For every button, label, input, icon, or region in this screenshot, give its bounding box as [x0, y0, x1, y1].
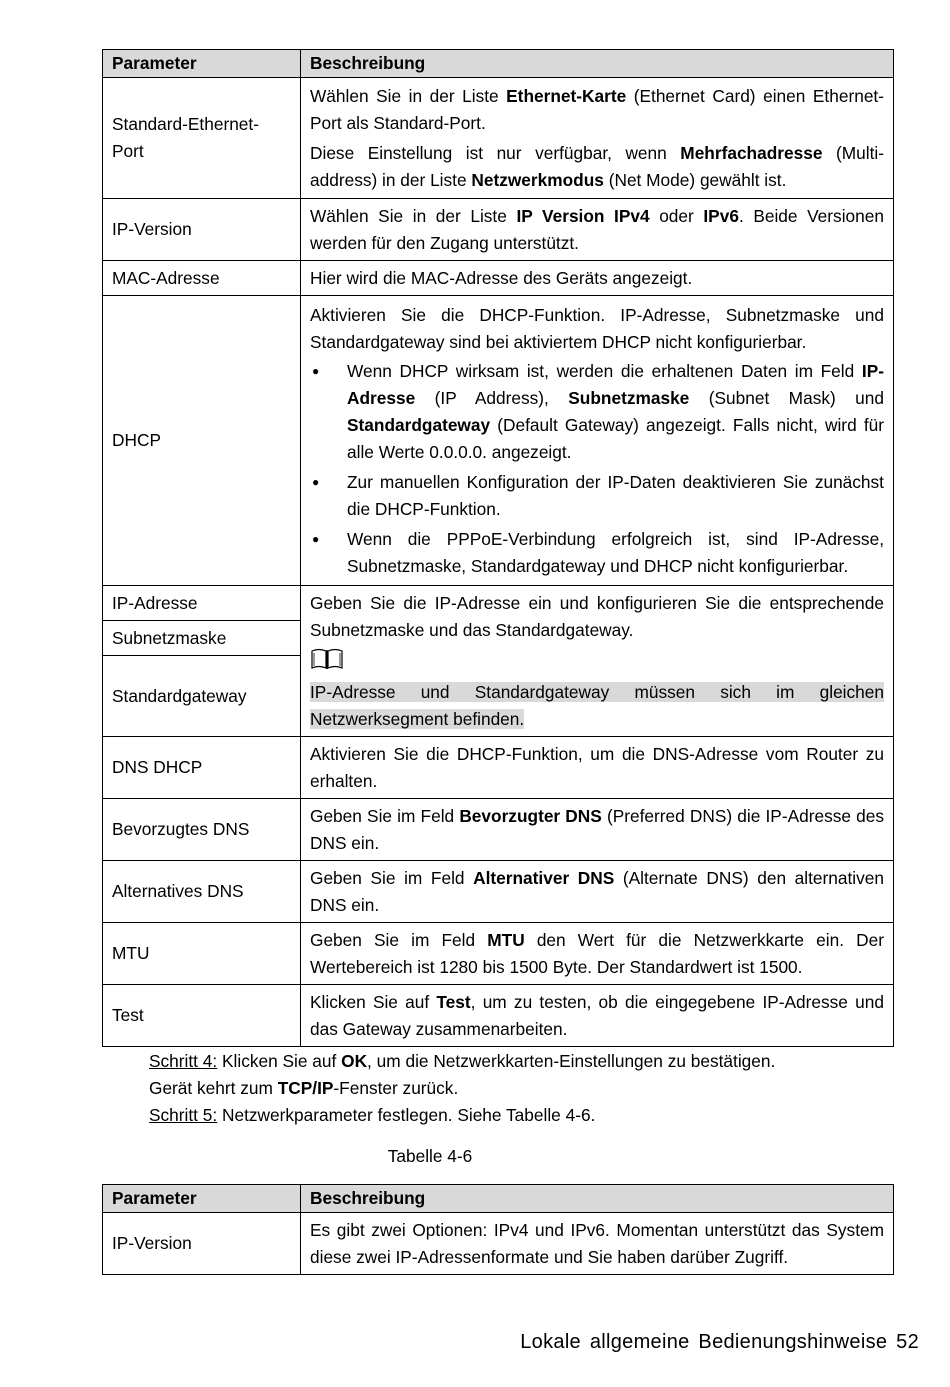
param-cell: Bevorzugtes DNS [103, 799, 301, 861]
param-cell: MTU [103, 923, 301, 985]
param-cell: Test [103, 985, 301, 1047]
network-parameter-table [102, 1184, 894, 1275]
table-row [103, 923, 894, 985]
desc-cell: Hier wird die MAC-Adresse des Geräts angezeigt. [301, 261, 894, 296]
column-header-description: Beschreibung [301, 50, 894, 78]
desc-cell: Wählen Sie in der Liste Ethernet-Karte (Ethernet Card) einen Ethernet-Port als Standard-Port. Diese Einstellung ist nur verfügbar, wenn Mehrfachadresse (Multi-address) in der Liste Netzwerkmodus (Net Mode) gewählt ist. [301, 78, 894, 199]
column-header-description: Beschreibung [301, 1185, 894, 1213]
desc-cell: Geben Sie die IP-Adresse ein und konfigurieren Sie die entsprechende Subnetzmaske und das Standardgateway. IP-Adresse und Standardgateway müssen sich im gleichen Netzwerksegment befinden. [301, 586, 894, 737]
list-item: ● Wenn die PPPoE-Verbindung erfolgreich ist, sind IP-Adresse, Subnetzmaske, Standardgateway und DHCP nicht konfigurierbar. [312, 529, 884, 576]
param-cell: IP-Adresse [103, 586, 301, 621]
param-cell: Subnetzmaske [103, 621, 301, 656]
table-row [103, 985, 894, 1047]
param-cell: IP-Version [103, 1213, 301, 1275]
param-cell: DNS DHCP [103, 737, 301, 799]
table-row [103, 737, 894, 799]
param-cell: DHCP [103, 296, 301, 586]
param-cell: Alternatives DNS [103, 861, 301, 923]
table-row [103, 799, 894, 861]
step-4: Schritt 4: Klicken Sie auf OK, um die Netzwerkkarten-Einstellungen zu bestätigen. [149, 1051, 776, 1071]
note-text: IP-Adresse und Standardgateway müssen sich im gleichen Netzwerksegment befinden. [310, 682, 884, 729]
bullet-list [310, 358, 884, 580]
table-row [103, 199, 894, 261]
desc-cell: Wählen Sie in der Liste IP Version IPv4 oder IPv6. Beide Versionen werden für den Zugang unterstützt. [301, 199, 894, 261]
param-cell: Standard-Ethernet-Port [103, 78, 301, 199]
desc-cell: Klicken Sie auf Test, um zu testen, ob die eingegebene IP-Adresse und das Gateway zusammenarbeiten. [301, 985, 894, 1047]
procedure-steps [149, 1048, 889, 1129]
column-header-parameter: Parameter [103, 1185, 301, 1213]
param-cell: Standardgateway [103, 656, 301, 737]
parameter-table [102, 49, 894, 1047]
table-header-row [103, 50, 894, 78]
param-cell: IP-Version [103, 199, 301, 261]
desc-cell: Aktivieren Sie die DHCP-Funktion. IP-Adresse, Subnetzmaske und Standardgateway sind bei aktiviertem DHCP nicht konfigurierbar. ● Wenn DHCP wirksam ist, werden die erhaltenen Daten im Feld IP-Adresse (IP Address), Subnetzmaske (Subnet Mask) und Standardgateway (Default Gateway) angezeigt. Falls nicht, wird für alle Werte 0.0.0.0. angezeigt. ● Zur manuellen Konfiguration der IP-Daten deaktivieren Sie zunächst die DHCP-Funktion. ● Wenn die PPPoE-Verbindung erfolgreich ist, sind IP-Adresse, Subnetzmaske, Standardgateway und DHCP nicht konfigurierbar. [301, 296, 894, 586]
table-caption: Tabelle 4-6 [387, 1146, 473, 1166]
table-row [103, 78, 894, 199]
desc-cell: Aktivieren Sie die DHCP-Funktion, um die DNS-Adresse vom Router zu erhalten. [301, 737, 894, 799]
note-book-icon [310, 644, 884, 679]
param-cell: MAC-Adresse [103, 261, 301, 296]
step-4-result: Gerät kehrt zum TCP/IP-Fenster zurück. [149, 1078, 459, 1098]
column-header-parameter: Parameter [103, 50, 301, 78]
table-row [103, 1213, 894, 1275]
table-row [103, 261, 894, 296]
step-5: Schritt 5: Netzwerkparameter festlegen. Siehe Tabelle 4-6. [149, 1105, 596, 1125]
table-row [103, 861, 894, 923]
desc-cell: Geben Sie im Feld Alternativer DNS (Alternate DNS) den alternativen DNS ein. [301, 861, 894, 923]
table-header-row [103, 1185, 894, 1213]
desc-cell: Geben Sie im Feld Bevorzugter DNS (Preferred DNS) die IP-Adresse des DNS ein. [301, 799, 894, 861]
table-row [103, 296, 894, 586]
desc-cell: Geben Sie im Feld MTU den Wert für die Netzwerkkarte ein. Der Wertebereich ist 1280 bis 1500 Byte. Der Standardwert ist 1500. [301, 923, 894, 985]
page-footer: Lokale allgemeine Bedienungshinweise 52 [520, 1331, 919, 1353]
list-item: ● Zur manuellen Konfiguration der IP-Daten deaktivieren Sie zunächst die DHCP-Funktion. [312, 472, 884, 519]
desc-cell: Es gibt zwei Optionen: IPv4 und IPv6. Momentan unterstützt das System diese zwei IP-Adressenformate und Sie haben darüber Zugriff. [301, 1213, 894, 1275]
list-item: ● Wenn DHCP wirksam ist, werden die erhaltenen Daten im Feld IP-Adresse (IP Address), Subnetzmaske (Subnet Mask) und Standardgateway (Default Gateway) angezeigt. Falls nicht, wird für alle Werte 0.0.0.0. angezeigt. [312, 361, 884, 462]
table-row [103, 586, 894, 621]
